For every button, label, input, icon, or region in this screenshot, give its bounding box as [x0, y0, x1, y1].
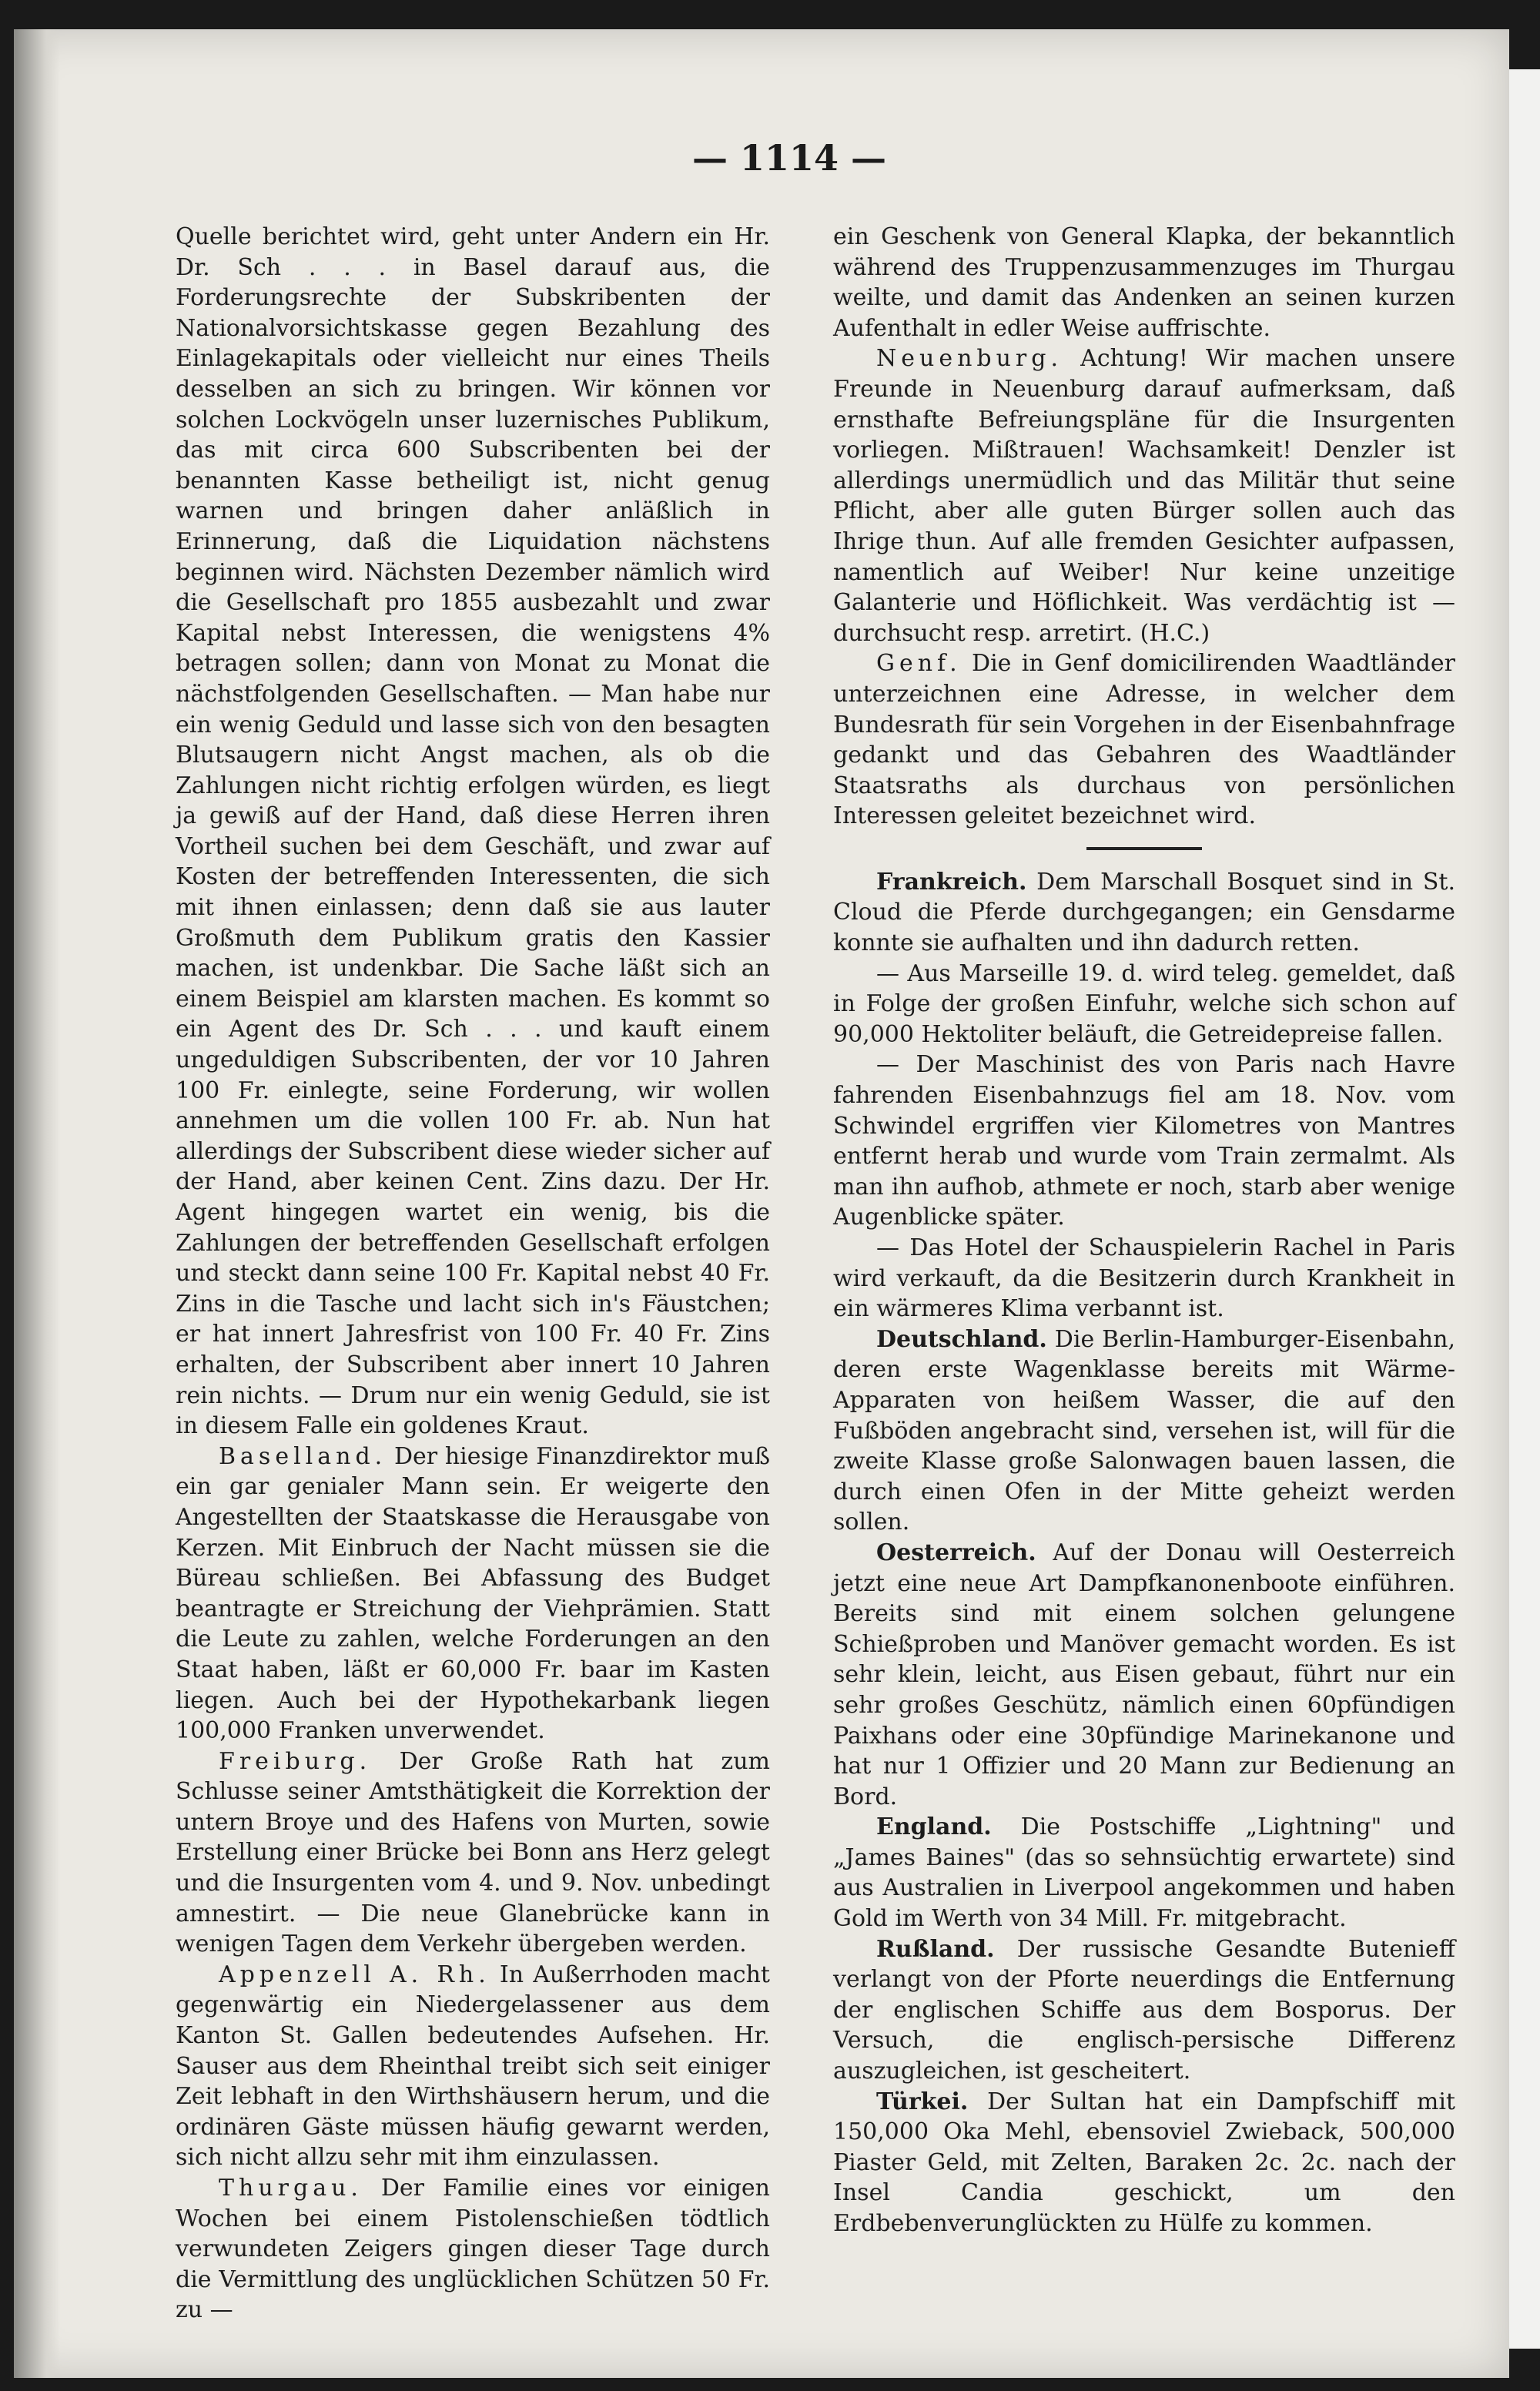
right-column: [833, 222, 1455, 2239]
article-paragraph: [833, 648, 1455, 832]
article-paragraph: [833, 1812, 1455, 1934]
article-paragraph: [176, 1746, 770, 1960]
paragraph-text: In Außerrhoden macht gegenwärtig ein Niedergelassener aus dem Kanton St. Gallen bedeutendes Aufsehen. Hr. Sauser aus dem Rheinthal treibt sich seit einiger Zeit lebhaft in den Wirthshäusern herum, und die ordinären Gäste müssen häufig gewarnt werden, sich nicht allzu sehr mit ihm einzulassen.: [176, 1961, 770, 2172]
dateline: England.: [876, 1813, 992, 1841]
paragraph-text: Der Große Rath hat zum Schlusse seiner Amtsthätigkeit die Korrektion der untern Broye und des Hafens von Murten, sowie Erstellung einer Brücke bei Bonn ans Herz gelegt und die Insurgenten vom 4. und 9. Nov. unbedingt amnestirt. — Die neue Glanebrücke kann in wenigen Tagen dem Verkehr übergeben werden.: [176, 1747, 770, 1958]
article-paragraph: [833, 222, 1455, 343]
paragraph-text: — Der Maschinist des von Paris nach Havre fahrenden Eisenbahnzugs fiel am 18. Nov. vom Schwindel ergriffen vier Kilometres von Mantres entfernt herab und wurde vom Train zermalmt. Als man ihn aufhob, athmete er noch, starb aber wenige Augenblicke später.: [833, 1051, 1455, 1231]
left-column: [176, 222, 770, 2326]
paragraph-text: ein Geschenk von General Klapka, der bekanntlich während des Truppenzusammenzuges im Thurgau weilte, und damit das Andenken an seinen kurzen Aufenthalt in edler Weise auffrischte.: [833, 223, 1455, 342]
dateline: Deutschland.: [876, 1325, 1047, 1353]
paragraph-text: Dem Marschall Bosquet sind in St. Cloud die Pferde durchgegangen; ein Gensdarme konnte sie aufhalten und ihn dadurch retten.: [833, 868, 1455, 957]
paragraph-text: Der hiesige Finanzdirektor muß ein gar genialer Mann sein. Er weigerte den Angestellten der Staatskasse die Herausgabe von Kerzen. Mit Einbruch der Nacht müssen sie die Büreau schließen. Bei Abfassung des Budget beantragte er Streichung der Viehprämien. Statt die Leute zu zahlen, welche Forderungen an den Staat haben, läßt er 60,000 Fr. baar im Kasten liegen. Auch bei der Hypothekarbank liegen 100,000 Franken unverwendet.: [176, 1442, 770, 1745]
next-page-edge: [1509, 69, 1540, 2349]
dateline: Türkei.: [876, 2088, 969, 2115]
article-paragraph: [833, 2087, 1455, 2239]
paragraph-text: — Aus Marseille 19. d. wird teleg. gemeldet, daß in Folge der großen Einfuhr, welche sich schon auf 90,000 Hektoliter beläuft, die Getreidepreise fallen.: [833, 959, 1455, 1048]
dateline: Oesterreich.: [876, 1539, 1036, 1566]
article-paragraph: [833, 1050, 1455, 1233]
paragraph-text: Der Sultan hat ein Dampfschiff mit 150,000 Oka Mehl, ebensoviel Zwieback, 500,000 Piaster Geld, mit Zelten, Baraken 2c. 2c. nach der Insel Candia geschickt, um den Erdbebenverunglückten zu Hülfe zu kommen.: [833, 2088, 1455, 2237]
dateline: Neuenburg.: [876, 345, 1063, 373]
article-paragraph: [176, 2173, 770, 2326]
dateline: Baselland.: [219, 1442, 387, 1470]
dateline: Rußland.: [876, 1935, 995, 1963]
paragraph-text: — Das Hotel der Schauspielerin Rachel in Paris wird verkauft, da die Besitzerin durch Krankheit in ein wärmeres Klima verbannt ist.: [833, 1234, 1455, 1323]
paragraph-text: Der Familie eines vor einigen Wochen bei einem Pistolenschießen tödtlich verwundeten Zeigers gingen dieser Tage durch die Vermittlung des unglücklichen Schützen 50 Fr. zu —: [176, 2175, 770, 2324]
paragraph-text: Die Berlin-Hamburger-Eisenbahn, deren erste Wagenklasse bereits mit Wärme-Apparaten von heißem Wasser, die auf den Fußböden angebracht sind, versehen ist, will für die zweite Klasse große Salonwagen bauen lassen, die durch einen Ofen in der Mitte geheizt werden sollen.: [833, 1325, 1455, 1536]
dateline: Genf.: [876, 650, 962, 678]
dateline: Thurgau.: [219, 2175, 363, 2202]
paragraph-text: Quelle berichtet wird, geht unter Andern ein Hr. Dr. Sch . . . in Basel darauf aus, die Forderungsrechte der Subskribenten der Nationalvorsichtskasse gegen Bezahlung des Einlagekapitals oder vielleicht nur eines Theils desselben an sich zu bringen. Wir können vor solchen Lockvögeln unser luzernisches Publikum, das mit circa 600 Subscribenten bei der benannten Kasse betheiligt ist, nicht genug warnen und bringen daher anläßlich in Erinnerung, daß die Liquidation nächstens beginnen wird. Nächsten Dezember nämlich wird die Gesellschaft pro 1855 ausbezahlt und zwar Kapital nebst Interessen, die wenigstens 4% betragen sollen; dann von Monat zu Monat die nächstfolgenden Gesellschaften. — Man habe nur ein wenig Geduld und lasse sich von den besagten Blutsaugern nicht Angst machen, als ob die Zahlungen nicht richtig erfolgen würden, es liegt ja gewiß auf der Hand, daß diese Herren ihren Vortheil suchen bei dem Geschäft, und zwar auf Kosten der betreffenden Interessenten, die sich mit ihnen einlassen; denn daß sie aus lauter Großmuth dem Publikum gratis den Kassier machen, ist undenkbar. Die Sache läßt sich an einem Beispiel am klarsten machen. Es kommt so ein Agent des Dr. Sch . . . und kauft einem ungeduldigen Subscribenten, der vor 10 Jahren 100 Fr. einlegte, seine Forderung, wir wollen annehmen um die vollen 100 Fr. ab. Nun hat allerdings der Subscribent diese wieder sicher auf der Hand, aber keinen Cent. Zins dazu. Der Hr. Agent hingegen wartet ein wenig, bis die Zahlungen der betreffenden Gesellschaft erfolgen und steckt dann seine 100 Fr. Kapital nebst 40 Fr. Zins in die Tasche und lacht sich in's Fäustchen; er hat innert Jahresfrist von 100 Fr. 40 Fr. Zins erhalten, der Subscribent aber innert 10 Jahren rein nichts. — Drum nur ein wenig Geduld, sie ist in diesem Falle ein goldenes Kraut.: [176, 223, 770, 1440]
article-paragraph: [833, 1538, 1455, 1812]
dateline: Freiburg.: [219, 1747, 372, 1775]
paragraph-text: Achtung! Wir machen unsere Freunde in Neuenburg darauf aufmerksam, daß ernsthafte Befreiungspläne für die Insurgenten vorliegen. Mißtrauen! Wachsamkeit! Denzler ist allerdings unermüdlich und das Militär thut seine Pflicht, aber alle guten Bürger sollen auch das Ihrige thun. Auf alle fremden Gesichter aufpassen, namentlich auf Weiber! Nur keine unzeitige Galanterie und Höflichkeit. Was verdächtig ist — durchsucht resp. arretirt. (H.C.): [833, 345, 1456, 647]
article-paragraph: [176, 1442, 770, 1746]
paragraph-text: Die Postschiffe „Lightning" und „James Baines" (das so sehnsüchtig erwartete) sind aus Australien in Liverpool angekommen und haben Gold im Werth von 34 Mill. Fr. mitgebracht.: [833, 1813, 1455, 1933]
article-paragraph: [176, 1960, 770, 2173]
section-divider: [1086, 847, 1202, 850]
dateline: Frankreich.: [876, 868, 1027, 896]
paragraph-text: Auf der Donau will Oesterreich jetzt eine neue Art Dampfkanonenboote einführen. Bereits sind mit einem solchen gelungene Schießproben und Manöver gemacht worden. Es ist sehr klein, leicht, aus Eisen gebaut, führt nur ein sehr großes Geschütz, nämlich einen 60pfündigen Paixhans oder eine 30pfündige Marinekanone und hat nur 1 Offizier und 20 Mann zur Bedienung an Bord.: [833, 1539, 1455, 1810]
book-spine-shadow: [14, 29, 60, 2378]
article-paragraph: [833, 1324, 1455, 1538]
article-paragraph: [833, 959, 1455, 1050]
article-paragraph: [833, 867, 1455, 959]
page-number: — 1114 —: [691, 137, 887, 179]
article-paragraph: [833, 343, 1455, 648]
paragraph-text: Die in Genf domicilirenden Waadtländer unterzeichnen eine Adresse, in welcher dem Bundesrath für sein Vorgehen in der Eisenbahnfrage gedankt und das Gebahren des Waadtländer Staatsraths als durchaus von persönlichen Interessen geleitet bezeichnet wird.: [833, 650, 1455, 830]
paragraph-text: Der russische Gesandte Butenieff verlangt von der Pforte neuerdings die Entfernung der englischen Schiffe aus dem Bosporus. Der Versuch, die englisch-persische Differenz auszugleichen, ist gescheitert.: [833, 1935, 1455, 2085]
dateline: Appenzell A. Rh.: [219, 1961, 490, 1988]
article-paragraph: [833, 1233, 1455, 1324]
article-paragraph: [176, 222, 770, 1442]
article-paragraph: [833, 1934, 1455, 2087]
